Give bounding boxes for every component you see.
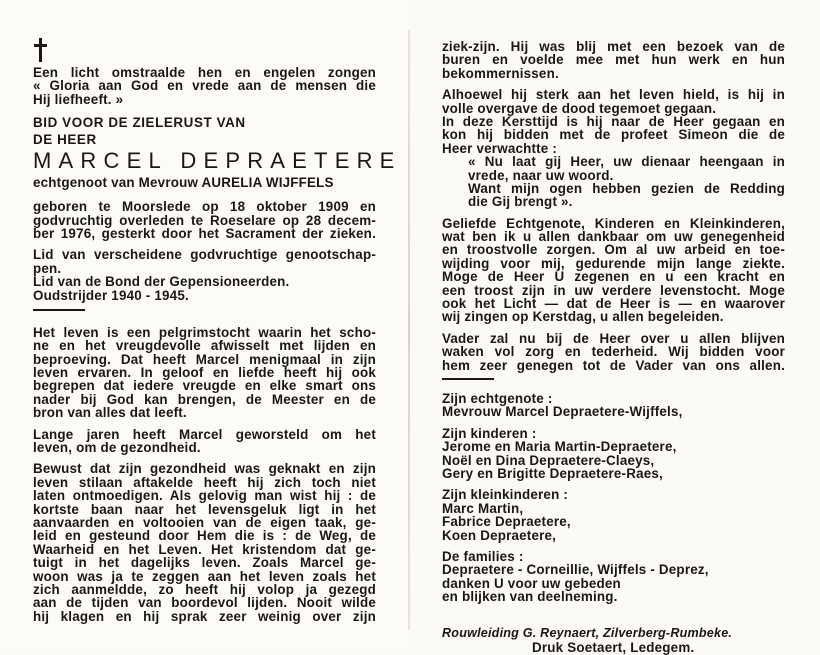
birth-line: ber 1976, gesterkt door het Sacrament der zieken.	[33, 225, 376, 241]
quote-line: vrede, naar uw woord.	[468, 167, 614, 183]
paragraph-line: aanvaarden en voltooien van de eigen taak, ge-	[33, 514, 376, 530]
cross-icon	[33, 38, 47, 62]
paragraph-line: Vader zal nu bij de Heer over u allen blijven	[442, 330, 785, 346]
right-page	[410, 0, 820, 655]
left-page	[0, 0, 410, 650]
prayer-heading: BID VOOR DE ZIELERUST VAN	[33, 115, 246, 131]
grandchildren-label: Zijn kleinkinderen :	[442, 487, 569, 503]
quote-line: « Nu laat gij Heer, uw dienaar heengaan in	[468, 154, 785, 170]
paragraph-line: Lange jaren heeft Marcel geworsteld om het	[33, 426, 376, 442]
paragraph-line: beproeving. Dat heeft Marcel menigmaal in zijn	[33, 351, 376, 367]
prayer-heading-2: DE HEER	[33, 132, 97, 148]
paragraph-line: Het leven is een pelgrimstocht waarin het scho-	[33, 324, 376, 340]
paragraph-line: begrepen dat iedere vreugde en elke smart ons	[33, 378, 376, 394]
grandchild-entry: Marc Martin,	[442, 500, 524, 516]
paragraph-line: wijding voor mij, gedurende mijn lange ziekte.	[442, 255, 785, 271]
families-entry: Depraetere - Corneillie, Wijffels - Deprez,	[442, 562, 709, 578]
paragraph-line: bron van alles dat leeft.	[33, 405, 187, 421]
divider-rule	[442, 378, 494, 380]
paragraph-line: aan de tijden van boordevol lijden. Nooit wilde	[33, 595, 376, 611]
paragraph-line: Alhoewel hij sterk aan het leven hield, is hij in	[442, 87, 785, 103]
grandchild-entry: Fabrice Depraetere,	[442, 514, 571, 530]
membership-line: Lid van verscheidene godvruchtige genootschap-	[33, 247, 376, 263]
paragraph-line: ne en het vreugdevolle afwisselt met lijden en	[33, 338, 376, 354]
paragraph-line: zich aanmeldde, zo heeft hij volop ja gezegd	[33, 581, 376, 597]
paragraph-line: Geliefde Echtgenote, Kinderen en Kleinkinderen,	[442, 215, 785, 231]
paragraph-line: bekommernissen.	[442, 65, 559, 81]
membership-line: Oudstrijder 1940 - 1945.	[33, 287, 189, 303]
birth-line: geboren te Moorslede op 18 oktober 1909 en	[33, 199, 376, 215]
verse-line: Een licht omstraalde hen en engelen zongen	[33, 65, 376, 80]
children-label: Zijn kinderen :	[442, 425, 537, 441]
paragraph-line: tuigt in het dagelijks leven. Zoals Marcel ge-	[33, 555, 376, 571]
thanks-line: en blijken van deelneming.	[442, 589, 618, 605]
paragraph-line: laten ontmoedigen. Als gelovig man wist hij : de	[33, 488, 376, 504]
birth-line: godvruchtig overleden te Roeselare op 28 decem-	[33, 212, 376, 228]
child-entry: Gery en Brigitte Depraetere-Raes,	[442, 465, 663, 481]
verse-line: Hij liefheeft. »	[33, 91, 124, 107]
deceased-name: MARCEL DEPRAETERE	[33, 148, 402, 174]
paragraph-line: Bewust dat zijn gezondheid was geknakt en zijn	[33, 461, 376, 477]
paragraph-line: leven, om de gezondheid.	[33, 440, 201, 456]
paragraph-line: hij klagen en hij sprak zeer weinig over zijn	[33, 608, 376, 624]
paragraph-line: ook het Licht — dat de Heer is — en waarover	[442, 296, 785, 312]
membership-line: Lid van de Bond der Gepensioneerden.	[33, 274, 290, 290]
paragraph-line: In deze Kersttijd is hij naar de Heer gegaan en	[442, 113, 785, 129]
verse-line: « Gloria aan God en vrede aan de mensen die	[33, 78, 376, 94]
quote-line: die Gij brengt ».	[468, 194, 573, 210]
funeral-director: Rouwleiding G. Reynaert, Zilverberg-Rumbeke.	[442, 626, 733, 641]
paragraph-line: Waarheid en het Leven. Het kristendom dat ge-	[33, 541, 376, 557]
paragraph-line: Moge de Heer U zegenen en u een kracht en	[442, 269, 785, 285]
printer-credit: Druk Soetaert, Ledegem.	[532, 639, 695, 655]
spouse-name: Mevrouw Marcel Depraetere-Wijffels,	[442, 404, 683, 420]
paragraph-line: leid en gesteund door Hem die is : de Weg, de	[33, 528, 376, 544]
spouse-label: Zijn echtgenote :	[442, 390, 553, 406]
paragraph-line: waken vol zorg en tederheid. Wij bidden voor	[442, 344, 785, 360]
membership-line: pen.	[33, 260, 62, 276]
paragraph-line: een troost zijn in uw verdere levenstocht. Moge	[442, 282, 785, 298]
quote-line: Want mijn ogen hebben gezien de Redding	[468, 180, 785, 196]
paragraph-line: leven stilaan aftakelde heeft hij zich toch niet	[33, 474, 376, 490]
paragraph-line: ziek-zijn. Hij was blij met een bezoek van de	[442, 39, 785, 54]
paragraph-line: kon hij bidden met de profeet Simeon die de	[442, 127, 785, 143]
left-column	[33, 65, 402, 624]
child-entry: Jerome en Maria Martin-Depraetere,	[442, 439, 677, 455]
family-list	[442, 392, 785, 654]
spouse-line: echtgenoot van Mevrouw AURELIA WIJFFELS	[33, 175, 334, 191]
paragraph-line: buren en voelde mee met hun werk en hun	[442, 52, 785, 68]
families-label: De families :	[442, 548, 524, 564]
paragraph-line: leven ervaren. In geloof en liefde heeft hij ook	[33, 365, 376, 381]
right-column	[442, 40, 785, 654]
paragraph-line: volle overgave de dood tegemoet gegaan.	[442, 100, 717, 116]
paragraph-line: en troostvolle zorgen. Om al uw arbeid en toe-	[442, 242, 785, 258]
paragraph-line: kortste baan naar het levensgeluk ligt in het	[33, 501, 376, 517]
child-entry: Noël en Dina Depraetere-Claeys,	[442, 452, 655, 468]
paragraph-line: wat ben ik u allen dankbaar om uw genegenheid	[442, 229, 785, 245]
paragraph-line: nader bij God kan brengen, de Meester en de	[33, 391, 376, 407]
grandchild-entry: Koen Depraetere,	[442, 527, 557, 543]
paragraph-line: hem zeer genegen tot de Vader van ons allen.	[442, 357, 785, 373]
thanks-line: danken U voor uw gebeden	[442, 575, 621, 591]
paragraph-line: Heer verwachtte :	[442, 140, 558, 156]
divider-rule	[33, 309, 85, 311]
paragraph-line: wij zingen op Kerstdag, u allen begeleiden.	[442, 309, 724, 325]
paragraph-line: woon was ja te zeggen aan het leven zoals het	[33, 568, 376, 584]
